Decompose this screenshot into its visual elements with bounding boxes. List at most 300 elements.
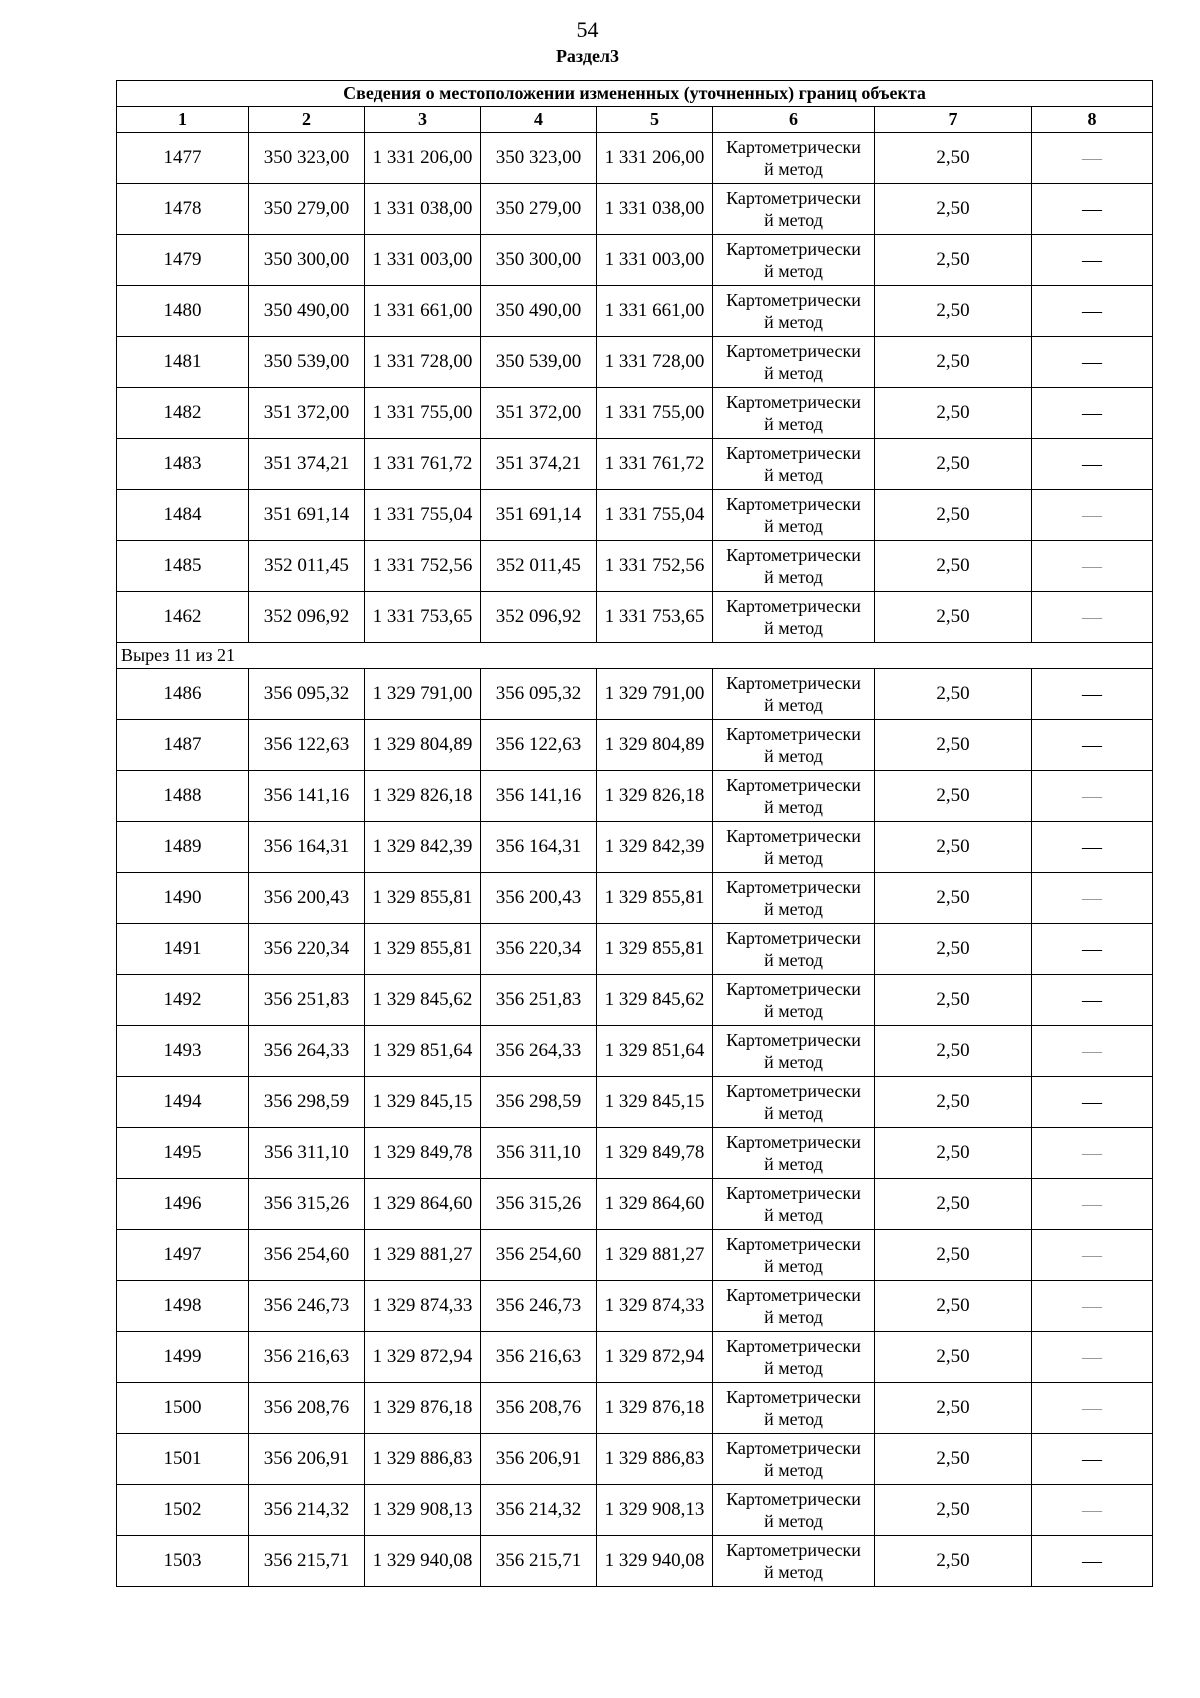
accuracy-cell: 2,50 [875,286,1032,337]
coordinate-x-cell: 350 323,00 [481,133,597,184]
coordinate-x-cell: 356 264,33 [481,1026,597,1077]
accuracy-cell: 2,50 [875,771,1032,822]
dash-cell: — [1032,1026,1153,1077]
point-number-cell: 1493 [117,1026,249,1077]
coordinate-x-cell: 356 216,63 [481,1332,597,1383]
point-number-cell: 1491 [117,924,249,975]
point-number-cell: 1497 [117,1230,249,1281]
column-number-header: 8 [1032,107,1153,133]
coordinate-y-cell: 1 329 826,18 [597,771,713,822]
point-number-cell: 1498 [117,1281,249,1332]
point-number-cell: 1477 [117,133,249,184]
coordinate-y-cell: 1 329 851,64 [365,1026,481,1077]
coordinate-y-cell: 1 329 872,94 [365,1332,481,1383]
coordinate-y-cell: 1 329 845,62 [597,975,713,1026]
table-row [117,1230,1153,1281]
coordinate-y-cell: 1 329 855,81 [365,873,481,924]
coordinate-x-cell: 351 374,21 [481,439,597,490]
coordinate-y-cell: 1 331 206,00 [365,133,481,184]
coordinate-y-cell: 1 331 003,00 [597,235,713,286]
method-text-line2: й метод [764,312,823,332]
column-number-header: 7 [875,107,1032,133]
method-text-line2: й метод [764,848,823,868]
dash-cell: — [1032,1434,1153,1485]
table-row [117,669,1153,720]
coordinate-x-cell: 356 254,60 [249,1230,365,1281]
coordinate-y-cell: 1 329 855,81 [597,873,713,924]
coordinate-x-cell: 350 300,00 [481,235,597,286]
coordinate-y-cell: 1 329 908,13 [597,1485,713,1536]
coordinate-y-cell: 1 329 876,18 [597,1383,713,1434]
column-number-header: 4 [481,107,597,133]
boundary-coordinates-table [116,80,1153,1587]
coordinate-y-cell: 1 331 752,56 [365,541,481,592]
coordinate-y-cell: 1 329 845,15 [365,1077,481,1128]
coordinate-y-cell: 1 329 874,33 [365,1281,481,1332]
table-row [117,439,1153,490]
dash-cell: — [1032,1179,1153,1230]
table-row [117,1383,1153,1434]
accuracy-cell: 2,50 [875,133,1032,184]
method-text-line1: Картометрически [726,724,861,744]
accuracy-cell: 2,50 [875,592,1032,643]
point-number-cell: 1483 [117,439,249,490]
method-text-line2: й метод [764,261,823,281]
method-text-line2: й метод [764,618,823,638]
coordinate-y-cell: 1 329 876,18 [365,1383,481,1434]
method-text-line2: й метод [764,797,823,817]
coordinate-y-cell: 1 331 755,00 [597,388,713,439]
coordinate-x-cell: 356 216,63 [249,1332,365,1383]
method-text-line1: Картометрически [726,392,861,412]
coordinate-x-cell: 350 539,00 [249,337,365,388]
coordinate-x-cell: 356 251,83 [481,975,597,1026]
dash-cell: — [1032,1536,1153,1587]
coordinate-y-cell: 1 329 849,78 [365,1128,481,1179]
method-text-line1: Картометрически [726,239,861,259]
accuracy-cell: 2,50 [875,1128,1032,1179]
method-text-line1: Картометрически [726,494,861,514]
method-text-line1: Картометрически [726,1438,861,1458]
method-cell [713,439,875,490]
method-text-line1: Картометрически [726,928,861,948]
method-text-line1: Картометрически [726,1132,861,1152]
method-cell [713,1230,875,1281]
coordinate-y-cell: 1 329 826,18 [365,771,481,822]
column-number-row [117,107,1153,133]
accuracy-cell: 2,50 [875,669,1032,720]
accuracy-cell: 2,50 [875,541,1032,592]
dash-cell: — [1032,133,1153,184]
dash-cell: — [1032,873,1153,924]
point-number-cell: 1485 [117,541,249,592]
coordinate-x-cell: 356 315,26 [481,1179,597,1230]
coordinate-x-cell: 352 011,45 [249,541,365,592]
table-row [117,1332,1153,1383]
method-cell [713,1383,875,1434]
coordinate-x-cell: 356 122,63 [481,720,597,771]
method-text-line1: Картометрически [726,1030,861,1050]
table-row [117,1026,1153,1077]
coordinate-x-cell: 350 300,00 [249,235,365,286]
coordinate-x-cell: 356 311,10 [249,1128,365,1179]
coordinate-x-cell: 356 298,59 [481,1077,597,1128]
accuracy-cell: 2,50 [875,1383,1032,1434]
method-cell [713,720,875,771]
method-text-line1: Картометрически [726,1387,861,1407]
coordinate-x-cell: 356 122,63 [249,720,365,771]
coordinate-x-cell: 350 279,00 [249,184,365,235]
dash-cell: — [1032,1077,1153,1128]
method-cell [713,592,875,643]
coordinate-x-cell: 356 215,71 [249,1536,365,1587]
method-text-line2: й метод [764,1511,823,1531]
coordinate-x-cell: 356 311,10 [481,1128,597,1179]
point-number-cell: 1501 [117,1434,249,1485]
method-text-line2: й метод [764,159,823,179]
coordinate-y-cell: 1 329 849,78 [597,1128,713,1179]
coordinate-y-cell: 1 329 886,83 [597,1434,713,1485]
coordinate-x-cell: 356 214,32 [249,1485,365,1536]
method-text-line2: й метод [764,210,823,230]
accuracy-cell: 2,50 [875,1026,1032,1077]
point-number-cell: 1488 [117,771,249,822]
point-number-cell: 1480 [117,286,249,337]
accuracy-cell: 2,50 [875,822,1032,873]
method-text-line2: й метод [764,1001,823,1021]
method-text-line2: й метод [764,567,823,587]
coordinate-y-cell: 1 331 003,00 [365,235,481,286]
coordinate-x-cell: 356 208,76 [481,1383,597,1434]
coordinate-y-cell: 1 329 881,27 [365,1230,481,1281]
coordinate-x-cell: 352 096,92 [481,592,597,643]
method-text-line2: й метод [764,1256,823,1276]
dash-cell: — [1032,1332,1153,1383]
accuracy-cell: 2,50 [875,1485,1032,1536]
point-number-cell: 1495 [117,1128,249,1179]
method-cell [713,337,875,388]
accuracy-cell: 2,50 [875,975,1032,1026]
method-text-line2: й метод [764,899,823,919]
dash-cell: — [1032,924,1153,975]
method-cell [713,771,875,822]
method-cell [713,873,875,924]
coordinate-x-cell: 356 164,31 [249,822,365,873]
point-number-cell: 1492 [117,975,249,1026]
point-number-cell: 1502 [117,1485,249,1536]
coordinate-y-cell: 1 331 761,72 [597,439,713,490]
point-number-cell: 1500 [117,1383,249,1434]
coordinate-y-cell: 1 331 755,04 [597,490,713,541]
method-cell [713,669,875,720]
accuracy-cell: 2,50 [875,1281,1032,1332]
table-row [117,1434,1153,1485]
coordinate-x-cell: 356 141,16 [481,771,597,822]
dash-cell: — [1032,1281,1153,1332]
table-row [117,975,1153,1026]
table-row [117,337,1153,388]
method-cell [713,1077,875,1128]
accuracy-cell: 2,50 [875,388,1032,439]
method-text-line2: й метод [764,465,823,485]
dash-cell: — [1032,771,1153,822]
method-text-line2: й метод [764,1154,823,1174]
point-number-cell: 1486 [117,669,249,720]
dash-cell: — [1032,1230,1153,1281]
coordinate-y-cell: 1 329 874,33 [597,1281,713,1332]
coordinate-y-cell: 1 331 728,00 [365,337,481,388]
coordinate-x-cell: 356 200,43 [481,873,597,924]
accuracy-cell: 2,50 [875,1434,1032,1485]
method-text-line1: Картометрически [726,545,861,565]
method-cell [713,1332,875,1383]
coordinate-x-cell: 356 206,91 [249,1434,365,1485]
coordinate-x-cell: 356 298,59 [249,1077,365,1128]
method-text-line1: Картометрически [726,826,861,846]
dash-cell: — [1032,286,1153,337]
method-text-line2: й метод [764,1409,823,1429]
point-number-cell: 1478 [117,184,249,235]
coordinate-x-cell: 356 164,31 [481,822,597,873]
point-number-cell: 1482 [117,388,249,439]
method-text-line1: Картометрически [726,979,861,999]
accuracy-cell: 2,50 [875,235,1032,286]
coordinate-x-cell: 356 220,34 [249,924,365,975]
point-number-cell: 1496 [117,1179,249,1230]
coordinate-y-cell: 1 329 864,60 [365,1179,481,1230]
method-text-line2: й метод [764,1103,823,1123]
coordinate-x-cell: 352 096,92 [249,592,365,643]
dash-cell: — [1032,1128,1153,1179]
coordinate-y-cell: 1 329 908,13 [365,1485,481,1536]
method-text-line2: й метод [764,414,823,434]
coordinate-x-cell: 356 208,76 [249,1383,365,1434]
coordinate-x-cell: 351 372,00 [249,388,365,439]
method-text-line1: Картометрически [726,877,861,897]
method-text-line2: й метод [764,1358,823,1378]
method-cell [713,286,875,337]
dash-cell: — [1032,592,1153,643]
coordinate-y-cell: 1 329 940,08 [365,1536,481,1587]
method-text-line1: Картометрически [726,290,861,310]
method-text-line2: й метод [764,1460,823,1480]
coordinate-x-cell: 350 490,00 [481,286,597,337]
method-text-line2: й метод [764,950,823,970]
coordinate-x-cell: 356 215,71 [481,1536,597,1587]
coordinate-y-cell: 1 331 661,00 [597,286,713,337]
table-row [117,771,1153,822]
coordinate-y-cell: 1 329 791,00 [597,669,713,720]
coordinate-y-cell: 1 329 851,64 [597,1026,713,1077]
accuracy-cell: 2,50 [875,873,1032,924]
dash-cell: — [1032,184,1153,235]
coordinate-x-cell: 350 539,00 [481,337,597,388]
method-cell [713,184,875,235]
cutout-label-row [117,643,1153,669]
cutout-label: Вырез 11 из 21 [117,643,1153,669]
method-text-line1: Картометрически [726,188,861,208]
accuracy-cell: 2,50 [875,1077,1032,1128]
coordinate-y-cell: 1 329 864,60 [597,1179,713,1230]
table-row [117,1536,1153,1587]
accuracy-cell: 2,50 [875,490,1032,541]
coordinate-x-cell: 351 691,14 [481,490,597,541]
coordinate-y-cell: 1 329 872,94 [597,1332,713,1383]
table-row [117,541,1153,592]
method-text-line1: Картометрически [726,673,861,693]
coordinate-x-cell: 350 490,00 [249,286,365,337]
method-text-line1: Картометрически [726,775,861,795]
method-text-line2: й метод [764,1052,823,1072]
point-number-cell: 1494 [117,1077,249,1128]
table-row [117,1179,1153,1230]
point-number-cell: 1489 [117,822,249,873]
method-text-line1: Картометрически [726,1285,861,1305]
coordinate-x-cell: 356 141,16 [249,771,365,822]
coordinate-y-cell: 1 331 753,65 [597,592,713,643]
table-row [117,133,1153,184]
table-row [117,388,1153,439]
method-text-line1: Картометрически [726,596,861,616]
coordinate-y-cell: 1 329 791,00 [365,669,481,720]
dash-cell: — [1032,337,1153,388]
method-cell [713,1536,875,1587]
accuracy-cell: 2,50 [875,1179,1032,1230]
method-cell [713,1179,875,1230]
method-cell [713,924,875,975]
coordinate-x-cell: 356 095,32 [481,669,597,720]
accuracy-cell: 2,50 [875,1332,1032,1383]
method-cell [713,541,875,592]
table-row [117,490,1153,541]
coordinate-x-cell: 356 206,91 [481,1434,597,1485]
table-row [117,720,1153,771]
method-text-line2: й метод [764,1307,823,1327]
coordinate-y-cell: 1 331 755,00 [365,388,481,439]
section-title: Раздел3 [555,46,620,66]
table-body [117,133,1153,1587]
coordinate-y-cell: 1 329 845,15 [597,1077,713,1128]
point-number-cell: 1487 [117,720,249,771]
method-text-line1: Картометрически [726,341,861,361]
dash-cell: — [1032,439,1153,490]
dash-cell: — [1032,235,1153,286]
table-row [117,184,1153,235]
dash-cell: — [1032,669,1153,720]
method-text-line1: Картометрически [726,1081,861,1101]
accuracy-cell: 2,50 [875,1230,1032,1281]
method-text-line1: Картометрически [726,1489,861,1509]
coordinate-y-cell: 1 329 845,62 [365,975,481,1026]
coordinate-y-cell: 1 331 206,00 [597,133,713,184]
accuracy-cell: 2,50 [875,184,1032,235]
method-text-line1: Картометрически [726,1336,861,1356]
table-row [117,822,1153,873]
method-text-line2: й метод [764,1205,823,1225]
method-cell [713,490,875,541]
method-cell [713,1434,875,1485]
coordinate-y-cell: 1 329 855,81 [597,924,713,975]
method-cell [713,133,875,184]
coordinate-y-cell: 1 329 940,08 [597,1536,713,1587]
table-row [117,1077,1153,1128]
accuracy-cell: 2,50 [875,1536,1032,1587]
coordinate-y-cell: 1 331 753,65 [365,592,481,643]
page-number: 54 [576,17,599,42]
table-row [117,1485,1153,1536]
dash-cell: — [1032,388,1153,439]
coordinate-y-cell: 1 331 761,72 [365,439,481,490]
coordinate-x-cell: 356 246,73 [481,1281,597,1332]
coordinate-y-cell: 1 331 752,56 [597,541,713,592]
dash-cell: — [1032,1383,1153,1434]
accuracy-cell: 2,50 [875,439,1032,490]
table-row [117,1128,1153,1179]
table-row [117,924,1153,975]
column-number-header: 5 [597,107,713,133]
coordinate-y-cell: 1 329 804,89 [597,720,713,771]
coordinate-x-cell: 356 214,32 [481,1485,597,1536]
coordinate-x-cell: 352 011,45 [481,541,597,592]
method-text-line2: й метод [764,746,823,766]
method-text-line1: Картометрически [726,1540,861,1560]
point-number-cell: 1481 [117,337,249,388]
method-cell [713,975,875,1026]
method-cell [713,388,875,439]
coordinate-x-cell: 351 374,21 [249,439,365,490]
coordinate-x-cell: 356 246,73 [249,1281,365,1332]
accuracy-cell: 2,50 [875,924,1032,975]
coordinate-x-cell: 356 095,32 [249,669,365,720]
point-number-cell: 1503 [117,1536,249,1587]
dash-cell: — [1032,490,1153,541]
method-text-line2: й метод [764,363,823,383]
method-cell [713,1026,875,1077]
table-row [117,286,1153,337]
coordinate-x-cell: 356 315,26 [249,1179,365,1230]
dash-cell: — [1032,541,1153,592]
point-number-cell: 1490 [117,873,249,924]
coordinate-x-cell: 351 372,00 [481,388,597,439]
column-number-header: 3 [365,107,481,133]
coordinate-x-cell: 350 323,00 [249,133,365,184]
method-text-line2: й метод [764,695,823,715]
table-row [117,1281,1153,1332]
coordinate-x-cell: 356 254,60 [481,1230,597,1281]
column-number-header: 1 [117,107,249,133]
dash-cell: — [1032,720,1153,771]
method-cell [713,822,875,873]
table-row [117,873,1153,924]
coordinate-y-cell: 1 331 755,04 [365,490,481,541]
point-number-cell: 1479 [117,235,249,286]
method-text-line1: Картометрически [726,1183,861,1203]
coordinate-y-cell: 1 329 804,89 [365,720,481,771]
coordinate-y-cell: 1 329 842,39 [597,822,713,873]
point-number-cell: 1499 [117,1332,249,1383]
dash-cell: — [1032,822,1153,873]
column-number-header: 2 [249,107,365,133]
coordinate-y-cell: 1 331 038,00 [597,184,713,235]
coordinate-x-cell: 356 264,33 [249,1026,365,1077]
point-number-cell: 1462 [117,592,249,643]
method-text-line2: й метод [764,516,823,536]
method-text-line2: й метод [764,1562,823,1582]
accuracy-cell: 2,50 [875,720,1032,771]
column-number-header: 6 [713,107,875,133]
coordinate-x-cell: 350 279,00 [481,184,597,235]
coordinate-x-cell: 356 200,43 [249,873,365,924]
